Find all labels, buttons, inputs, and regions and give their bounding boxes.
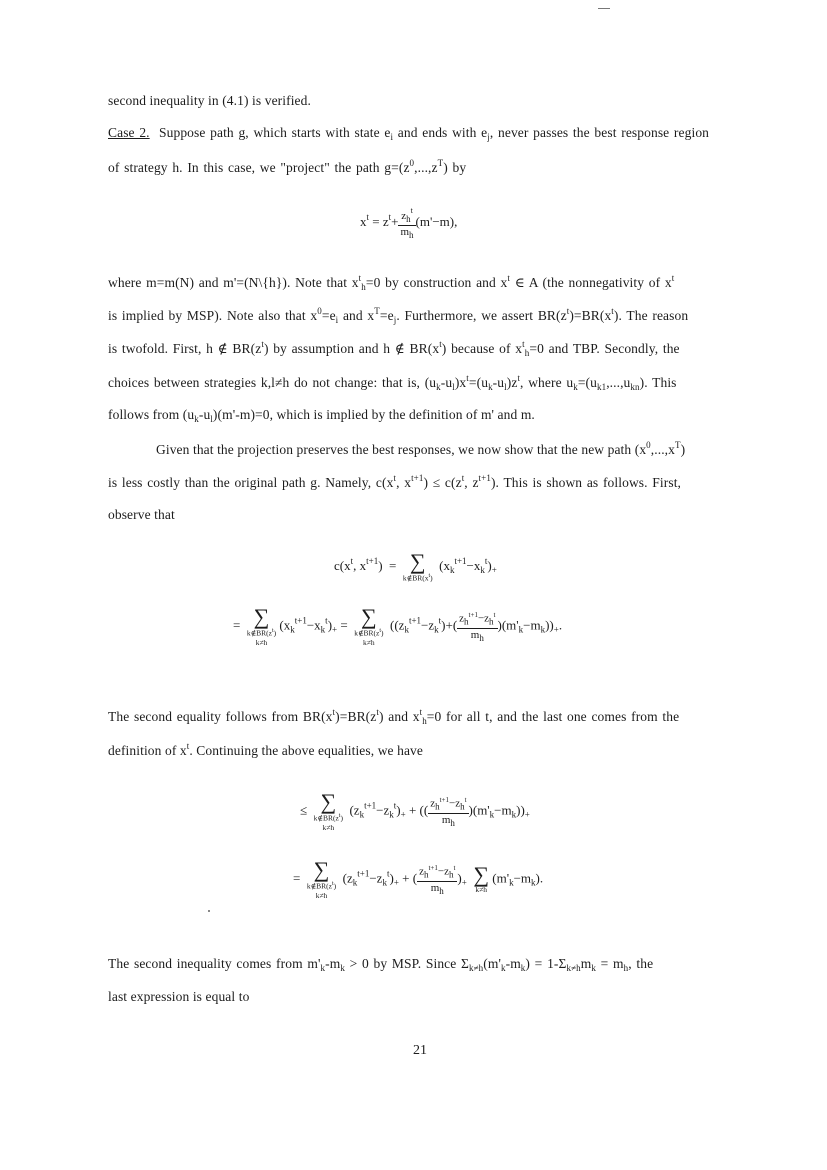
text-line-8: follows from $(u_k-u_l)(m'-m)=0$, which is implied by the definition of m' and m.: [108, 407, 535, 424]
text-line-14-content: The second inequality comes from m': [108, 956, 321, 971]
equals-sign: =: [233, 617, 241, 633]
summation: ∑ $k\notin BR(x^t)$: [402, 549, 433, 583]
text-line-11-content: observe that: [108, 507, 175, 522]
equation-cost-1-lhs: c(x: [334, 558, 351, 574]
text-line-7: choices between strategies k,l≠h do not change: that is, $(u_k-u_l)x^t=(u_k-u_l)z^t$, where $u_k=(u_{k1},...,u_{kn})$. This: [108, 373, 677, 392]
text-line-14: The second inequality comes from $m'_k-m_k > 0$ by MSP. Since $\Sigma_{k\ne h}(m'_k-m_k) = 1-\Sigma_{k\ne h}m_k = m_h$, the: [108, 956, 654, 973]
text-line-8-content: follows from (u: [108, 407, 195, 422]
equation-projection-mid: = z: [372, 213, 389, 229]
equation-ineq-1: ≤ ∑ $k\notin BR(z^t)$ k≠h $(z_k^{t+1}-z_k^t)_+$ + (( $\frac{z_h^{t+1}-z_h^t}{m_h}$ )$(m'_k-m_k))_+$: [300, 789, 530, 832]
text-line-4-content: where m=m(N) and m'=(N\{h}). Note that x: [108, 275, 359, 290]
text-line-10: is less costly than the original path g. Namely, $c(x^t$, $x^{t+1}) \le c(z^t$, $z^{t+1}$). This is shown as follows. First,: [108, 473, 682, 490]
text-line-2-content: Suppose path g, which starts with state e: [159, 125, 391, 140]
text-line-2-tail: and ends with $e_j$, never passes the best response region: [397, 125, 710, 142]
text-line-3-content: of strategy h. In this case, we "project" the path g=(z: [108, 160, 410, 175]
summation: ∑ $k\notin BR(z^t)$ k≠h: [354, 604, 384, 647]
fraction: $\frac{z_h^{t+1}-z_h^t}{m_h}$: [419, 864, 456, 897]
text-line-9: Given that the projection preserves the best responses, we now show that the new path $(x^0,...,x^T)$: [156, 440, 686, 457]
text-line-13-content: definition of x: [108, 743, 187, 758]
equation-projection: $x^t = z^t+$ $\frac{z_h^t}{m_h}$ (m'−m),: [360, 206, 458, 240]
text-line-1: [108, 93, 311, 109]
equation-projection-tail: (m'−m),: [415, 213, 458, 229]
equation-cost-1: $c(x^t$, $x^{t+1}$) = ∑ $k\notin BR(x^t)$ $(x_k^{t+1}-x_k^t)_+$: [334, 549, 497, 583]
text-line-12-content: The second equality follows from BR(x: [108, 709, 333, 724]
case-label: Case 2.: [108, 125, 150, 140]
text-line-5: is implied by MSP). Note also that $x^0=e_i$ and $x^T=e_j$. Furthermore, we assert $BR(z^t)=BR(x^t)$. The reason: [108, 306, 689, 325]
text-line-15-content: last expression is equal to: [108, 989, 250, 1004]
text-line-11: [108, 507, 175, 523]
text-line-1-content: second inequality in (4.1) is verified.: [108, 93, 311, 108]
scan-mark-top: [598, 8, 610, 9]
text-line-2: Case 2. Suppose path g, which starts with state $e_i$ and ends with $e_j$, never passes the best response region: [108, 125, 710, 142]
text-line-13: definition of $x^t$. Continuing the above equalities, we have: [108, 741, 423, 758]
equation-cost-2: = ∑ $k\notin BR(z^t)$ k≠h $(x_k^{t+1}-x_k^t)_+$ = ∑ $k\notin BR(z^t)$ k≠h ($(z_k^{t+1}-z_k^t)+$( $\frac{z_h^{t+1}-z_h^t}{m_h}$ )$(m'_k-m_k))_+$.: [233, 604, 563, 647]
fraction: $\frac{z_h^{t+1}-z_h^t}{m_h}$: [459, 611, 496, 644]
equation-ineq-2: = ∑ $k\notin BR(z^t)$ k≠h $(z_k^{t+1}-z_k^t)_+$ + ( $\frac{z_h^{t+1}-z_h^t}{m_h}$ )$_+$ ∑ k≠h $(m'_k-m_k)$.: [293, 857, 544, 900]
text-line-15: [108, 989, 249, 1005]
summation: ∑ $k\notin BR(z^t)$ k≠h: [313, 789, 343, 832]
text-line-7-content: choices between strategies k,l≠h do not change: that is, (u: [108, 375, 437, 390]
equation-projection-lhs: x: [360, 213, 367, 229]
scan-dot: [208, 910, 210, 912]
text-line-12: The second equality follows from $BR(x^t)=BR(z^t)$ and $x^t_h=0$ for all t, and the last one comes from the: [108, 707, 680, 726]
le-sign: ≤: [300, 802, 308, 818]
fraction: $\frac{z_h^{t+1}-z_h^t}{m_h}$: [430, 796, 467, 829]
text-line-6: is twofold. First, h ∉ $BR(z^t)$ by assumption and h ∉ $BR(x^t)$ because of $x^t_h=0$ and TBP. Secondly, the: [108, 339, 680, 358]
page-number: 21: [413, 1043, 427, 1058]
summation: ∑ k≠h: [473, 862, 490, 895]
text-line-6-content: is twofold. First, h ∉ BR(z: [108, 341, 262, 356]
summation: ∑ $k\notin BR(z^t)$ k≠h: [306, 857, 337, 900]
equals-sign: =: [389, 558, 397, 574]
text-line-4: where m=m(N) and m'=(N\{h}). Note that $x^t_h=0$ by construction and $x^t$ ∈ A (the nonnegativity of $x^t$: [108, 273, 675, 292]
text-line-5-content: is implied by MSP). Note also that x: [108, 308, 318, 323]
text-line-3: of strategy h. In this case, we "project" the path $g=(z^0,...,z^T)$ by: [108, 158, 467, 175]
fraction: $\frac{z_h^t}{m_h}$: [400, 206, 414, 240]
summation: ∑ $k\notin BR(z^t)$ k≠h: [246, 604, 277, 647]
text-line-10-content: is less costly than the original path g. Namely, c(x: [108, 475, 394, 490]
text-line-9-content: Given that the projection preserves the best responses, we now show that the new path (x: [156, 442, 647, 457]
